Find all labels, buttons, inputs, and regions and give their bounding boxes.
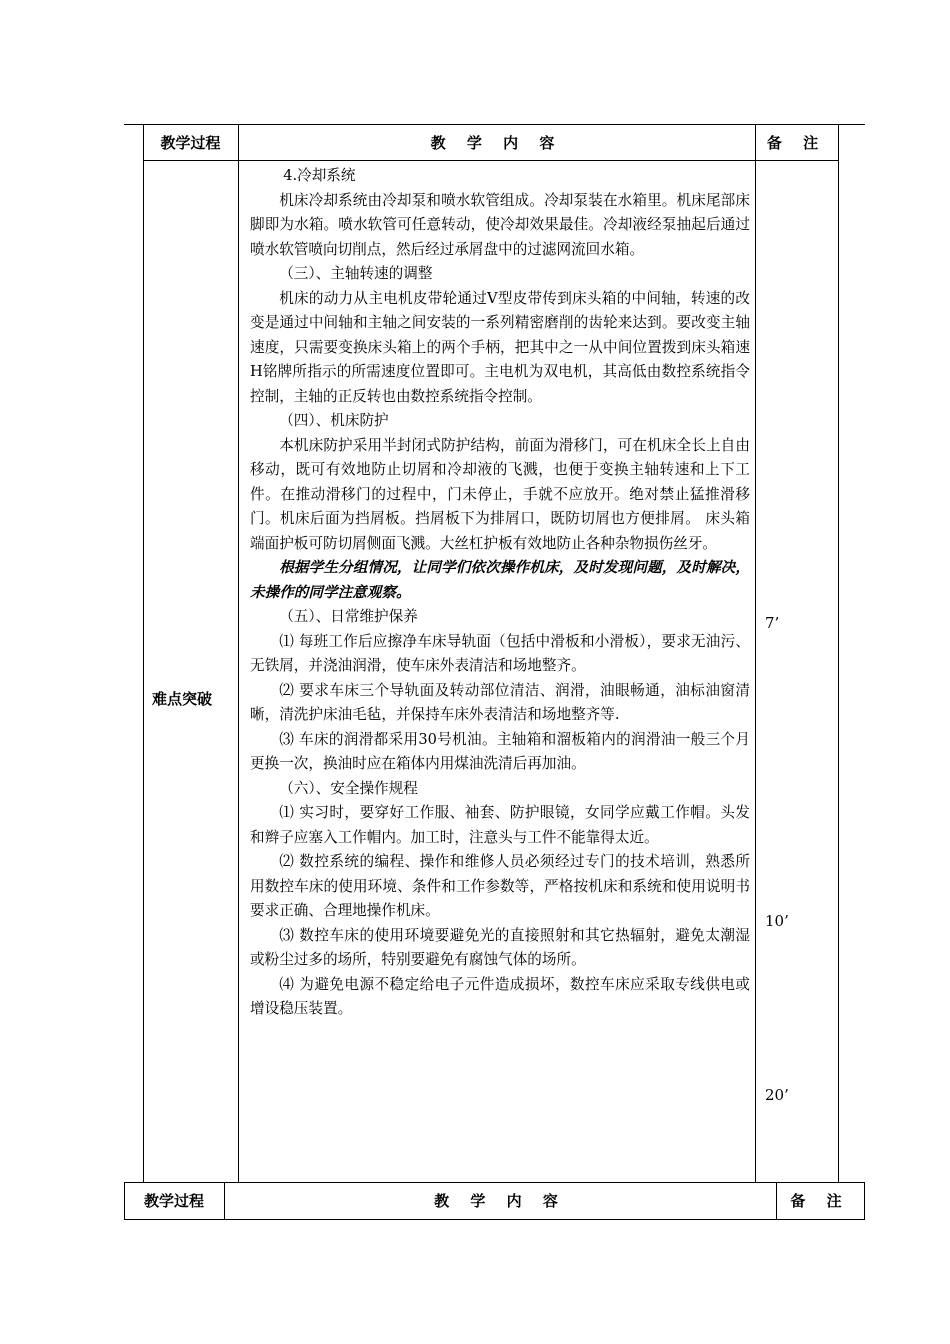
heading-safety-rules: （六）、安全操作规程 xyxy=(279,779,418,797)
note-time-2: 10’ xyxy=(765,912,789,930)
table2-bottom-border xyxy=(124,1219,865,1220)
maintenance-item-2: ⑵ 要求车床三个导轨面及转动部位清洁、润滑，油眼畅通，油标油窗清晰，清洗护床油毛毡，并保持车床外表清洁和场地整齐等. xyxy=(250,681,750,723)
safety-item-2: ⑵ 数控系统的编程、操作和维修人员必须经过专门的技术培训，熟悉所用数控车床的使用环境、条件和工作参数等，严格按机床和系统和使用说明书要求正确、合理地操作机床。 xyxy=(250,853,750,919)
paragraph-group-operation: 根据学生分组情况，让同学们依次操作机床，及时发现问题，及时解决，未操作的同学注意观察。 xyxy=(250,559,750,601)
table1-header-bottom-border xyxy=(143,160,838,161)
table1-col-divider-1 xyxy=(238,124,239,1182)
maintenance-item-3: ⑶ 车床的润滑都采用30号机油。主轴箱和溜板箱内的润滑油一般三个月更换一次，换油时应在箱体内用煤油洗清后再加油。 xyxy=(250,730,750,772)
table1-header-note: 备 注 xyxy=(766,134,827,152)
table1-right-border xyxy=(838,124,839,1182)
note-time-3: 20’ xyxy=(765,1086,789,1104)
heading-cooling-system: 4.冷却系统 xyxy=(283,167,356,184)
section-label: 难点突破 xyxy=(152,690,213,708)
table2-top-border xyxy=(124,1182,865,1183)
safety-item-3: ⑶ 数控车床的使用环境要避免光的直接照射和其它热辐射，避免太潮湿或粉尘过多的场所，特别要避免有腐蚀气体的场所。 xyxy=(250,926,750,968)
note-time-1: 7’ xyxy=(765,614,780,632)
paragraph-spindle-speed: 机床的动力从主电机皮带轮通过V型皮带传到床头箱的中间轴，转速的改变是通过中间轴和主轴之间安装的一系列精密磨削的齿轮来达到。要改变主轴速度，只需要变换床头箱上的两个手柄，把其中之一从中间位置拨到床头箱速H铭牌所指示的所需速度位置即可。主电机为双电机，其高低由数控系统指令控制，主轴的正反转也由数控系统指令控制。 xyxy=(250,289,750,405)
table2-header-content: 教 学 内 容 xyxy=(434,1192,566,1210)
table1-header-content: 教 学 内 容 xyxy=(430,134,563,152)
table1-left-border xyxy=(143,124,144,1182)
table2-right-border xyxy=(864,1182,865,1220)
table1-col-divider-2 xyxy=(755,124,756,1182)
heading-daily-maintenance: （五）、日常维护保养 xyxy=(279,608,418,625)
paragraph-machine-guard: 本机床防护采用半封闭式防护结构，前面为滑移门，可在机床全长上自由移动，既可有效地防止切屑和冷却液的飞溅，也便于变换主轴转速和上下工件。在推动滑移门的过程中，门未停止，手就不应放开。绝对禁止猛推滑移门。机床后面为挡屑板。挡屑板下为排屑口，既防切屑也方便排屑。 床头箱端面护板可防切屑侧面飞溅。大丝杠护板有效地防止各种杂物损伤丝牙。 xyxy=(250,436,750,552)
maintenance-item-1: ⑴ 每班工作后应擦净车床导轨面（包括中滑板和小滑板），要求无油污、无铁屑，并浇油润滑，使车床外表清洁和场地整齐。 xyxy=(250,632,750,674)
table1-top-border xyxy=(124,124,865,125)
safety-item-4: ⑷ 为避免电源不稳定给电子元件造成损坏，数控车床应采取专线供电或增设稳压装置。 xyxy=(250,975,750,1017)
table2-header-process: 教学过程 xyxy=(143,1192,204,1210)
heading-machine-guard: （四）、机床防护 xyxy=(279,412,389,429)
safety-item-1: ⑴ 实习时，要穿好工作服、袖套、防护眼镜，女同学应戴工作帽。头发和辫子应塞入工作帽内。加工时，注意头与工件不能靠得太近。 xyxy=(250,804,750,846)
heading-spindle-speed: （三）、主轴转速的调整 xyxy=(279,265,433,282)
table2-header-note: 备 注 xyxy=(790,1192,850,1210)
paragraph-cooling-system: 机床冷却系统由冷却泵和喷水软管组成。冷却泵装在水箱里。机床尾部床脚即为水箱。喷水软管可任意转动，使冷却效果最佳。冷却液经泵抽起后通过喷水软管喷向切削点，然后经过承屑盘中的过滤网流回水箱。 xyxy=(250,191,750,258)
table1-header-process: 教学过程 xyxy=(160,134,221,152)
teaching-content xyxy=(250,164,750,1022)
